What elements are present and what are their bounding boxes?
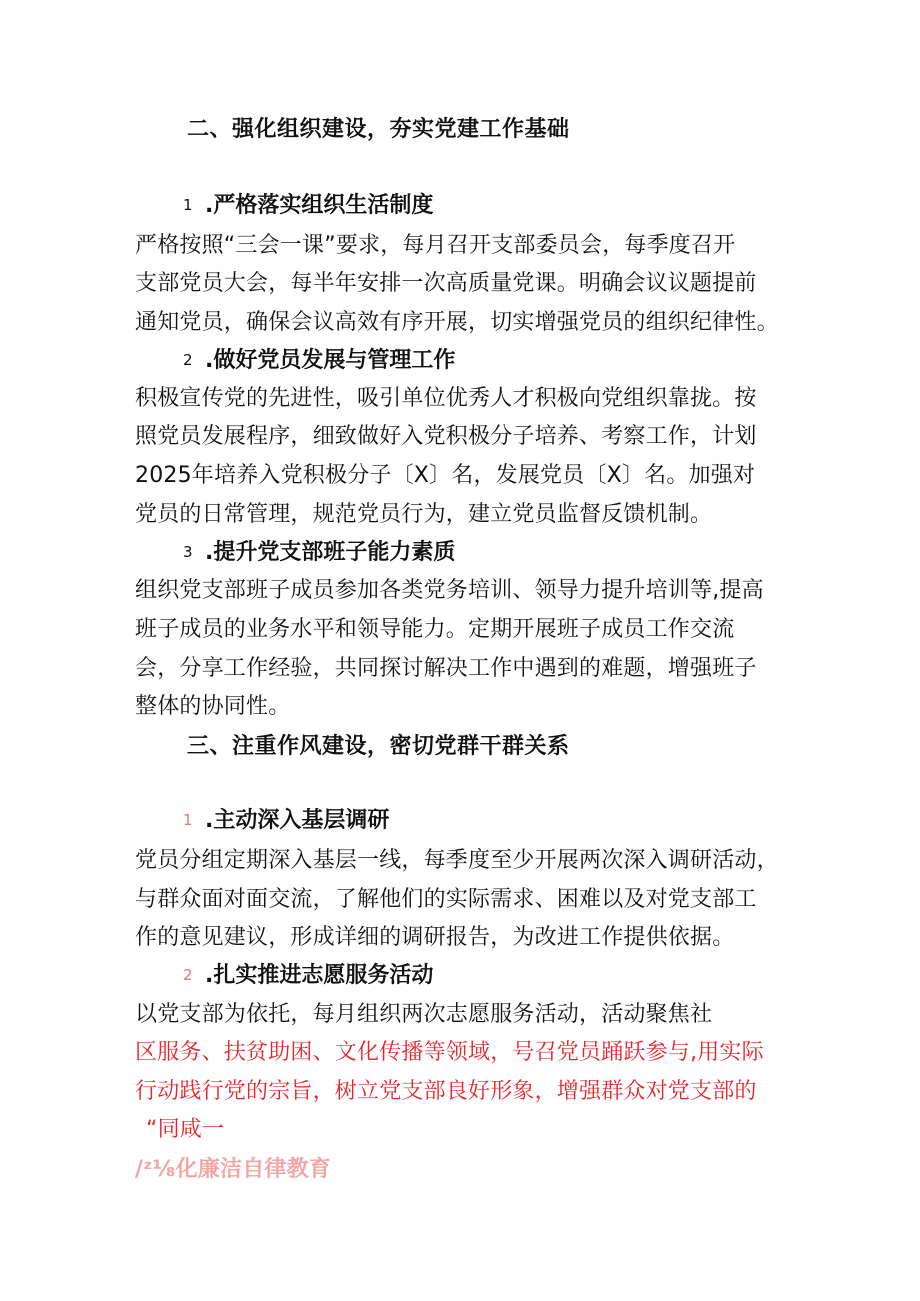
paragraph-line: 会，分享工作经验，共同探讨解决工作中遇到的难题，增强班子: [135, 656, 757, 681]
paragraph-line: 作的意见建议，形成详细的调研报告，为改进工作提供依据。: [135, 925, 735, 950]
section-heading-2: 二、强化组织建设，夯实党建工作基础: [187, 117, 570, 142]
subsection-title-3-2: [183, 958, 433, 989]
paragraph-line: 班子成员的业务水平和领导能力。定期开展班子成员工作交流: [135, 617, 735, 642]
paragraph-line: 照党员发展程序，细致做好入党积极分子培养、考察工作，计划: [135, 424, 757, 449]
paragraph-line: 党员的日常管理，规范党员行为，建立党员监督反馈机制。: [135, 502, 713, 527]
paragraph-line: 积极宣传党的先进性，吸引单位优秀人才积极向党组织靠拢。按: [135, 386, 757, 411]
subsection-number: 3: [183, 543, 193, 561]
paragraph-line-red: “同咸一: [146, 1117, 225, 1142]
paragraph-line: 2025年培养入党积极分子〔X〕名，发展党员〔X〕名。加强对: [135, 463, 756, 488]
subsection-number: 2: [183, 966, 193, 984]
paragraph-line: 党员分组定期深入基层一线，每季度至少开展两次深入调研活动，: [135, 848, 779, 873]
subsection-number: 2: [183, 351, 193, 369]
faded-text-line: /ᶻ⅛化廉洁自律教育: [135, 1157, 331, 1182]
subsection-number: 1: [183, 196, 193, 214]
subsection-number: 1: [183, 811, 193, 829]
subsection-title-text: .做好党员发展与管理工作: [205, 348, 456, 373]
paragraph-line-red: 行动践行党的宗旨，树立党支部良好形象，增强群众对党支部的: [135, 1079, 757, 1104]
paragraph-line: 整体的协同性。: [135, 694, 291, 719]
paragraph-line: 支部党员大会，每半年安排一次高质量党课。明确会议议题提前: [135, 271, 757, 296]
section-heading-3: 三、注重作风建设，密切党群干群关系: [187, 734, 570, 759]
paragraph-line: 组织党支部班子成员参加各类党务培训、领导力提升培训等,提高: [135, 578, 764, 603]
subsection-title-3-1: [183, 803, 389, 834]
paragraph-line-red: 区服务、扶贫助困、文化传播等领域，号召党员踊跃参与,用实际: [135, 1040, 764, 1065]
subsection-title-text: .严格落实组织生活制度: [205, 193, 434, 218]
paragraph-line: 严格按照“三会一课”要求，每月召开支部委员会，每季度召开: [135, 233, 736, 258]
paragraph-line: 通知党员，确保会议高效有序开展，切实增强党员的组织纪律性。: [135, 310, 779, 335]
subsection-title-2-2: [183, 343, 455, 374]
subsection-title-2-3: [183, 535, 455, 566]
subsection-title-2-1: [183, 188, 433, 219]
paragraph-line: 以党支部为依托，每月组织两次志愿服务活动，活动聚焦社: [135, 1002, 713, 1027]
subsection-title-text: .提升党支部班子能力素质: [205, 540, 456, 565]
subsection-title-text: .主动深入基层调研: [205, 808, 390, 833]
subsection-title-text: .扎实推进志愿服务活动: [205, 963, 434, 988]
paragraph-line: 与群众面对面交流，了解他们的实际需求、困难以及对党支部工: [135, 887, 757, 912]
